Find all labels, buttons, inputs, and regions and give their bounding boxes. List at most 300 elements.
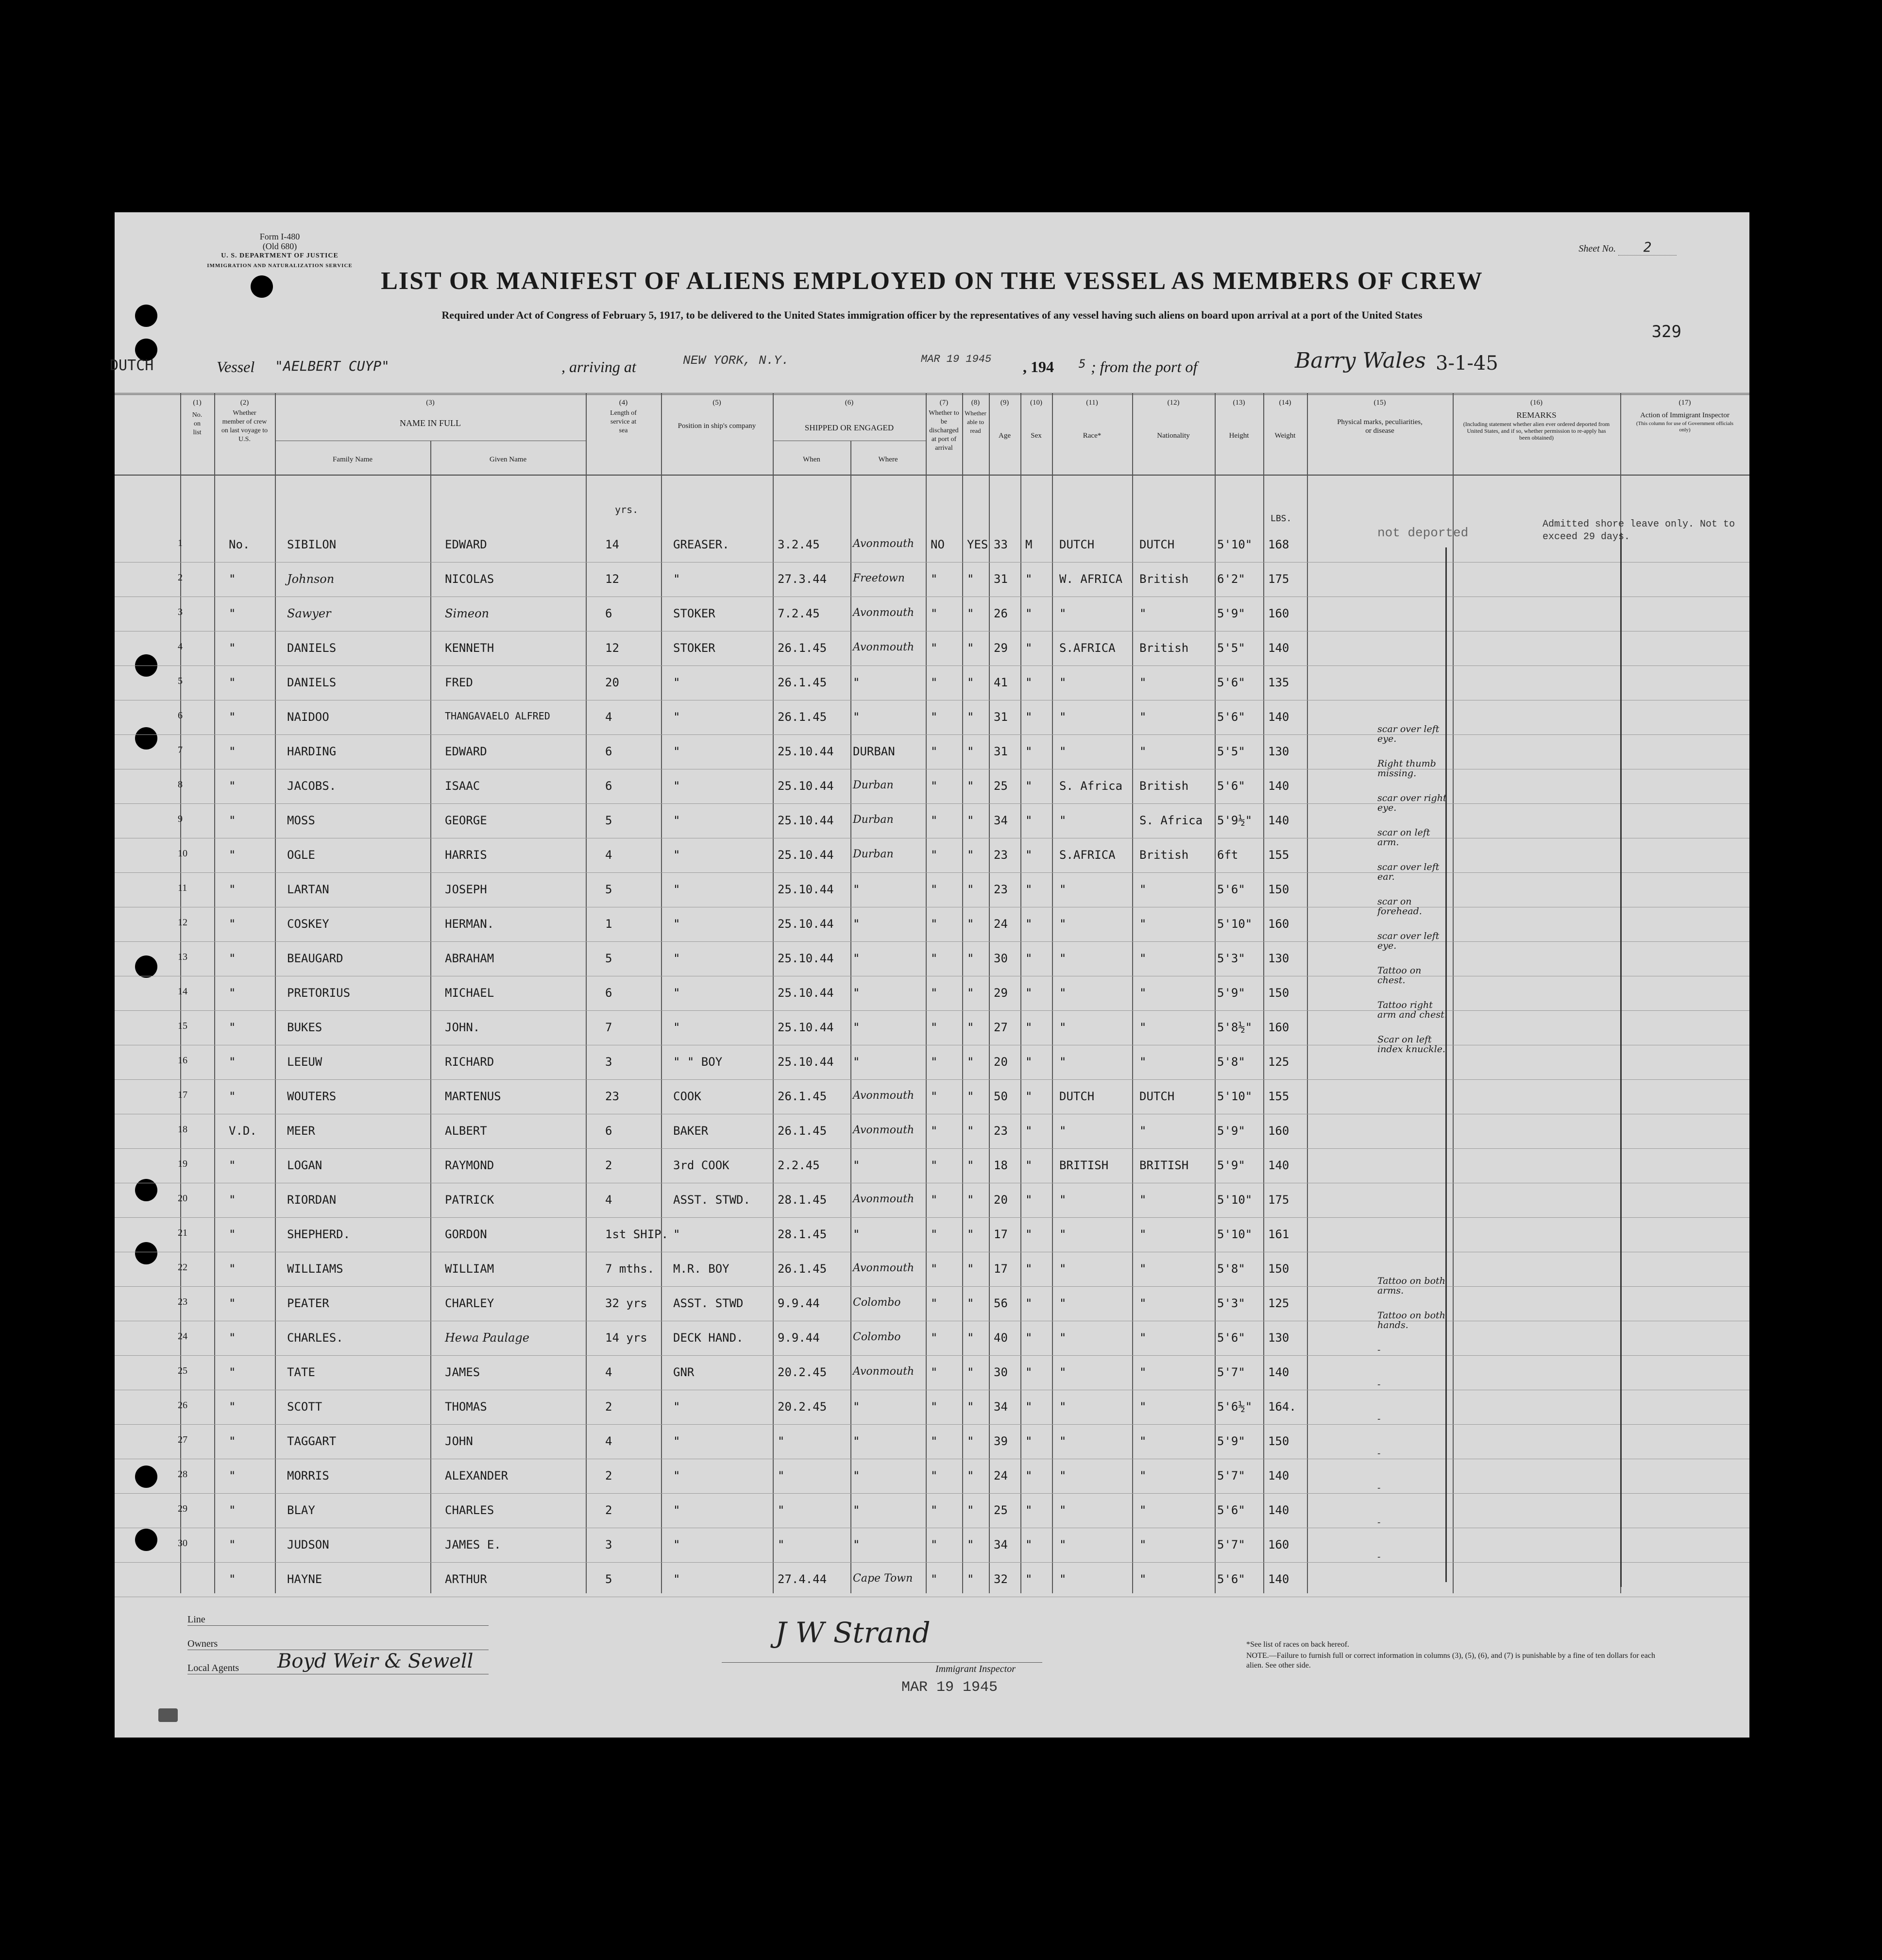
given-name: NICOLAS — [445, 572, 494, 586]
prev-voyage: " — [229, 1055, 236, 1069]
nationality: " — [1139, 710, 1147, 724]
height: 5'5" — [1217, 745, 1245, 758]
age: 33 — [994, 538, 1008, 551]
able-to-read: " — [967, 1469, 974, 1483]
able-to-read: " — [967, 1331, 974, 1345]
discharge: " — [931, 848, 938, 862]
height: 5'6" — [1217, 1503, 1245, 1517]
header-where: Where — [878, 456, 898, 463]
weight: 150 — [1268, 883, 1289, 896]
sex: " — [1025, 1400, 1033, 1414]
sex: " — [1025, 1262, 1033, 1276]
age: 56 — [994, 1296, 1008, 1310]
shipped-when: 26.1.45 — [778, 1124, 827, 1138]
table-header-bottom-border — [115, 475, 1749, 476]
table-row: 2 " Johnson NICOLAS 12 " 27.3.44 Freetown " " 31 " W. AFRICA British 6'2" 175 — [115, 562, 1749, 597]
height: 5'9" — [1217, 1434, 1245, 1448]
race: " — [1059, 1572, 1067, 1586]
race: " — [1059, 1296, 1067, 1310]
service-length: 14 yrs — [605, 1331, 647, 1345]
able-to-read: " — [967, 1090, 974, 1103]
position: " — [673, 848, 680, 862]
given-name: ALEXANDER — [445, 1469, 509, 1483]
service-length: 5 — [605, 883, 612, 896]
sex: " — [1025, 641, 1033, 655]
shipped-where: Durban — [853, 814, 894, 826]
height: 5'9" — [1217, 607, 1245, 620]
discharge: " — [931, 986, 938, 1000]
header-col-5: (5) Position in ship's company — [678, 399, 756, 430]
nationality: " — [1139, 1503, 1147, 1517]
service-unit: yrs. — [615, 504, 639, 515]
age: 29 — [994, 986, 1008, 1000]
physical-marks: - — [1377, 1414, 1381, 1424]
position: BAKER — [673, 1124, 709, 1138]
shipped-when: 28.1.45 — [778, 1227, 827, 1241]
prev-voyage: " — [229, 1090, 236, 1103]
shipped-where: " — [853, 1469, 860, 1483]
agents-signature: Boyd Weir & Sewell — [277, 1650, 474, 1672]
weight: 155 — [1268, 1090, 1289, 1103]
prev-voyage: " — [229, 986, 236, 1000]
able-to-read: " — [967, 1227, 974, 1241]
discharge: " — [931, 883, 938, 896]
prev-voyage: " — [229, 952, 236, 965]
height: 5'3" — [1217, 952, 1245, 965]
discharge: " — [931, 814, 938, 827]
service-length: 1st SHIP. — [605, 1227, 669, 1241]
sex: " — [1025, 1469, 1033, 1483]
service-length: 4 — [605, 1434, 612, 1448]
family-name: RIORDAN — [287, 1193, 337, 1207]
shipped-when: 26.1.45 — [778, 1090, 827, 1103]
position: " — [673, 745, 680, 758]
able-to-read: " — [967, 883, 974, 896]
able-to-read: " — [967, 814, 974, 827]
race: " — [1059, 1434, 1067, 1448]
age: 32 — [994, 1572, 1008, 1586]
shipped-when: 26.1.45 — [778, 676, 827, 689]
able-to-read: " — [967, 1021, 974, 1034]
given-name: EDWARD — [445, 538, 487, 551]
age: 17 — [994, 1227, 1008, 1241]
discharge: " — [931, 676, 938, 689]
given-name: THANGAVAELO ALFRED — [445, 710, 550, 722]
height: 5'7" — [1217, 1538, 1245, 1551]
prev-voyage: No. — [229, 538, 250, 551]
position: ASST. STWD — [673, 1296, 744, 1310]
age: 26 — [994, 607, 1008, 620]
prev-voyage: " — [229, 1021, 236, 1034]
nationality: " — [1139, 1434, 1147, 1448]
nationality: " — [1139, 1538, 1147, 1551]
position: " — [673, 710, 680, 724]
table-row: 19 " LOGAN RAYMOND 2 3rd COOK 2.2.45 " " " 18 " BRITISH BRITISH 5'9" 140 — [115, 1149, 1749, 1183]
sheet-label: Sheet No. — [1578, 243, 1616, 254]
given-name: GORDON — [445, 1227, 487, 1241]
shipped-when: 27.3.44 — [778, 572, 827, 586]
age: 20 — [994, 1193, 1008, 1207]
shipped-when: " — [778, 1538, 785, 1551]
header-col-17: (17) Action of Immigrant Inspector (This column for use of Government officials only) — [1636, 399, 1734, 433]
discharge: " — [931, 607, 938, 620]
physical-marks: - — [1377, 1448, 1381, 1459]
weight: 140 — [1268, 641, 1289, 655]
discharge: " — [931, 779, 938, 793]
height: 5'10" — [1217, 538, 1253, 551]
shipped-where: " — [853, 1055, 860, 1069]
physical-marks: Tattoo right arm and chest. — [1377, 1000, 1447, 1020]
prev-voyage: " — [229, 1365, 236, 1379]
position: STOKER — [673, 641, 715, 655]
shipped-when: 20.2.45 — [778, 1365, 827, 1379]
weight: 140 — [1268, 1503, 1289, 1517]
given-name: JAMES — [445, 1365, 480, 1379]
voyage-line — [110, 348, 1749, 382]
family-name: LARTAN — [287, 883, 329, 896]
given-name: Simeon — [445, 607, 489, 620]
given-name: HERMAN. — [445, 917, 494, 931]
height: 5'6" — [1217, 779, 1245, 793]
header-col-14: (14) Weight — [1274, 399, 1296, 440]
shipped-where: Durban — [853, 779, 894, 791]
sex: " — [1025, 1227, 1033, 1241]
discharge: " — [931, 1090, 938, 1103]
shipped-where: Avonmouth — [853, 641, 915, 653]
table-row: 1 No. SIBILON EDWARD 14 GREASER. 3.2.45 Avonmouth NO YES 33 M DUTCH DUTCH 5'10" 168 — [115, 528, 1749, 562]
position: " " BOY — [673, 1055, 723, 1069]
position: DECK HAND. — [673, 1331, 744, 1345]
sex: " — [1025, 1090, 1033, 1103]
manifest-subtitle: Required under Act of Congress of February 5, 1917, to be delivered to the United States immigration officer by the representatives of any vessel having such aliens on board upon arrival at a port of the United States — [441, 309, 1423, 321]
table-row: 16 " LEEUW RICHARD 3 " " BOY 25.10.44 " " " 20 " " " 5'8" 125 Scar on left index knuckle. — [115, 1045, 1749, 1080]
nationality: " — [1139, 1469, 1147, 1483]
remarks-bracket-line — [1445, 547, 1447, 1582]
from-port: Barry Wales — [1295, 348, 1426, 373]
able-to-read: " — [967, 779, 974, 793]
age: 40 — [994, 1331, 1008, 1345]
race: " — [1059, 1193, 1067, 1207]
service-length: 20 — [605, 676, 619, 689]
given-name: MARTENUS — [445, 1090, 501, 1103]
family-name: CHARLES. — [287, 1331, 343, 1345]
discharge: " — [931, 952, 938, 965]
able-to-read: " — [967, 1572, 974, 1586]
shipped-where: " — [853, 710, 860, 724]
weight: 140 — [1268, 814, 1289, 827]
prev-voyage: " — [229, 779, 236, 793]
given-name: CHARLES — [445, 1503, 494, 1517]
height: 5'7" — [1217, 1469, 1245, 1483]
nationality: " — [1139, 1193, 1147, 1207]
prev-voyage: " — [229, 676, 236, 689]
table-row: 12 " COSKEY HERMAN. 1 " 25.10.44 " " " 24 " " " 5'10" 160 scar on forehead. — [115, 907, 1749, 942]
given-name: WILLIAM — [445, 1262, 494, 1276]
discharge: NO — [931, 538, 945, 551]
family-name: DANIELS — [287, 641, 337, 655]
table-row: 22 " WILLIAMS WILLIAM 7 mths. M.R. BOY 26.1.45 Avonmouth " " 17 " " " 5'8" 150 — [115, 1252, 1749, 1287]
shipped-when: 26.1.45 — [778, 710, 827, 724]
footer-owners-label: Owners — [187, 1638, 489, 1650]
position: GNR — [673, 1365, 695, 1379]
prev-voyage: " — [229, 745, 236, 758]
family-name: TATE — [287, 1365, 315, 1379]
able-to-read: " — [967, 1159, 974, 1172]
weight: 150 — [1268, 986, 1289, 1000]
age: 31 — [994, 572, 1008, 586]
height: 5'10" — [1217, 1193, 1253, 1207]
service-length: 5 — [605, 1572, 612, 1586]
shipped-where: " — [853, 883, 860, 896]
service-length: 2 — [605, 1469, 612, 1483]
weight: 160 — [1268, 917, 1289, 931]
service-length: 6 — [605, 607, 612, 620]
sex: " — [1025, 1193, 1033, 1207]
action-bracket-line — [1620, 533, 1622, 1587]
age: 30 — [994, 952, 1008, 965]
service-name: IMMIGRATION AND NATURALIZATION SERVICE — [207, 263, 353, 269]
service-length: 2 — [605, 1400, 612, 1414]
race: " — [1059, 1400, 1067, 1414]
able-to-read: " — [967, 676, 974, 689]
age: 24 — [994, 917, 1008, 931]
form-number: Form I-480 — [259, 232, 300, 241]
able-to-read: " — [967, 1193, 974, 1207]
header-col-3: (3) NAME IN FULL — [400, 399, 461, 428]
weight: 130 — [1268, 1331, 1289, 1345]
race: " — [1059, 883, 1067, 896]
weight: 135 — [1268, 676, 1289, 689]
given-name: THOMAS — [445, 1400, 487, 1414]
sheet-number — [1578, 239, 1677, 256]
able-to-read: " — [967, 641, 974, 655]
prev-voyage: " — [229, 1400, 236, 1414]
race: BRITISH — [1059, 1159, 1109, 1172]
family-name: BUKES — [287, 1021, 322, 1034]
prev-voyage: " — [229, 607, 236, 620]
nationality: " — [1139, 1124, 1147, 1138]
age: 39 — [994, 1434, 1008, 1448]
position: 3rd COOK — [673, 1159, 729, 1172]
nationality: British — [1139, 779, 1189, 793]
nationality: " — [1139, 1021, 1147, 1034]
service-length: 6 — [605, 745, 612, 758]
sex: " — [1025, 1434, 1033, 1448]
department-name: U. S. DEPARTMENT OF JUSTICE — [221, 252, 339, 259]
shipped-where: " — [853, 1021, 860, 1034]
given-name: PATRICK — [445, 1193, 494, 1207]
service-length: 3 — [605, 1055, 612, 1069]
service-length: 4 — [605, 710, 612, 724]
discharge: " — [931, 1124, 938, 1138]
header-col-12: (12) Nationality — [1157, 399, 1190, 440]
height: 5'9½" — [1217, 814, 1253, 827]
race: " — [1059, 1538, 1067, 1551]
discharge: " — [931, 1538, 938, 1551]
nationality: " — [1139, 1400, 1147, 1414]
position: " — [673, 676, 680, 689]
shipped-when: 27.4.44 — [778, 1572, 827, 1586]
discharge: " — [931, 710, 938, 724]
weight: 160 — [1268, 607, 1289, 620]
table-row: 27 " TAGGART JOHN 4 " " " " " 39 " " " 5'9" 150 - — [115, 1425, 1749, 1459]
able-to-read: " — [967, 710, 974, 724]
height: 5'3" — [1217, 1296, 1245, 1310]
sex: " — [1025, 986, 1033, 1000]
header-col-8: (8) Whether able to read — [965, 399, 986, 434]
weight: 160 — [1268, 1021, 1289, 1034]
given-name: Hewa Paulage — [445, 1331, 529, 1345]
table-row: 23 " PEATER CHARLEY 32 yrs ASST. STWD 9.9.44 Colombo " " 56 " " " 5'3" 125 Tattoo on both arms. — [115, 1287, 1749, 1321]
position: " — [673, 1227, 680, 1241]
given-name: HARRIS — [445, 848, 487, 862]
height: 5'10" — [1217, 1227, 1253, 1241]
able-to-read: " — [967, 1262, 974, 1276]
race: " — [1059, 676, 1067, 689]
physical-marks: - — [1377, 1551, 1381, 1562]
discharge: " — [931, 641, 938, 655]
position: COOK — [673, 1090, 701, 1103]
race: " — [1059, 917, 1067, 931]
service-length: 4 — [605, 848, 612, 862]
race: " — [1059, 1124, 1067, 1138]
shipped-when: 25.10.44 — [778, 1055, 834, 1069]
race: " — [1059, 1503, 1067, 1517]
family-name: SCOTT — [287, 1400, 322, 1414]
given-name: ISAAC — [445, 779, 480, 793]
inspector-label: Immigrant Inspector — [935, 1664, 1016, 1674]
physical-marks: - — [1377, 1517, 1381, 1528]
table-row: 3 " Sawyer Simeon 6 STOKER 7.2.45 Avonmouth " " 26 " " " 5'9" 160 — [115, 597, 1749, 631]
able-to-read: " — [967, 1124, 974, 1138]
shipped-when: " — [778, 1503, 785, 1517]
nationality: British — [1139, 848, 1189, 862]
family-name: PRETORIUS — [287, 986, 351, 1000]
weight: 168 — [1268, 538, 1289, 551]
shipped-when: 9.9.44 — [778, 1296, 820, 1310]
shipped-where: " — [853, 1434, 860, 1448]
height: 5'6" — [1217, 883, 1245, 896]
prev-voyage: " — [229, 1538, 236, 1551]
nationality: " — [1139, 745, 1147, 758]
prev-voyage: " — [229, 710, 236, 724]
weight: 140 — [1268, 1159, 1289, 1172]
arrival-date: MAR 19 1945 — [921, 353, 992, 365]
sex: " — [1025, 572, 1033, 586]
nationality: DUTCH — [1139, 538, 1175, 551]
race: " — [1059, 607, 1067, 620]
discharge: " — [931, 1193, 938, 1207]
table-row: 8 " JACOBS. ISAAC 6 " 25.10.44 Durban " " 25 " S. Africa British 5'6" 140 Right thumb missing. — [115, 769, 1749, 804]
shipped-when: 25.10.44 — [778, 848, 834, 862]
height: 5'7" — [1217, 1365, 1245, 1379]
family-name: MORRIS — [287, 1469, 329, 1483]
shipped-where: Colombo — [853, 1331, 901, 1343]
given-name: JOSEPH — [445, 883, 487, 896]
weight: 175 — [1268, 1193, 1289, 1207]
shipped-when: 25.10.44 — [778, 986, 834, 1000]
table-row: 13 " BEAUGARD ABRAHAM 5 " 25.10.44 " " " 30 " " " 5'3" 130 scar over left eye. — [115, 942, 1749, 976]
age: 31 — [994, 745, 1008, 758]
header-col-11: (11) Race* — [1083, 399, 1102, 440]
sex: " — [1025, 1331, 1033, 1345]
able-to-read: " — [967, 1538, 974, 1551]
sex: " — [1025, 1538, 1033, 1551]
family-name: Sawyer — [287, 607, 331, 620]
family-name: HARDING — [287, 745, 337, 758]
shipped-where: Avonmouth — [853, 1193, 915, 1205]
sex: " — [1025, 1055, 1033, 1069]
discharge: " — [931, 1159, 938, 1172]
service-length: 7 mths. — [605, 1262, 655, 1276]
position: " — [673, 814, 680, 827]
height: 5'5" — [1217, 641, 1245, 655]
family-name: MEER — [287, 1124, 315, 1138]
race: W. AFRICA — [1059, 572, 1123, 586]
able-to-read: " — [967, 986, 974, 1000]
vessel-label: Vessel — [217, 358, 255, 375]
arrival-port: NEW YORK, N.Y. — [683, 353, 789, 368]
prev-voyage: " — [229, 1193, 236, 1207]
nationality: " — [1139, 676, 1147, 689]
weight: 161 — [1268, 1227, 1289, 1241]
service-length: 6 — [605, 986, 612, 1000]
service-length: 2 — [605, 1159, 612, 1172]
sex: M — [1025, 538, 1033, 551]
weight: 140 — [1268, 1365, 1289, 1379]
from-port-label: ; from the port of — [1091, 358, 1198, 375]
age: 25 — [994, 1503, 1008, 1517]
physical-marks: - — [1377, 1345, 1381, 1355]
weight: 140 — [1268, 1469, 1289, 1483]
nationality: " — [1139, 607, 1147, 620]
height: 5'8" — [1217, 1055, 1245, 1069]
position: M.R. BOY — [673, 1262, 729, 1276]
nationality: " — [1139, 1331, 1147, 1345]
service-length: 14 — [605, 538, 619, 551]
shipped-when: 25.10.44 — [778, 745, 834, 758]
height: 5'9" — [1217, 986, 1245, 1000]
sex: " — [1025, 676, 1033, 689]
age: 20 — [994, 1055, 1008, 1069]
old-form-number: (Old 680) — [262, 241, 297, 251]
weight: 164. — [1268, 1400, 1296, 1414]
height: 5'10" — [1217, 1090, 1253, 1103]
prev-voyage: " — [229, 1503, 236, 1517]
given-name: GEORGE — [445, 814, 487, 827]
sex: " — [1025, 1572, 1033, 1586]
race: " — [1059, 710, 1067, 724]
manifest-title: LIST OR MANIFEST OF ALIENS EMPLOYED ON THE VESSEL AS MEMBERS OF CREW — [381, 267, 1483, 295]
service-length: 12 — [605, 572, 619, 586]
shipped-when: 3.2.45 — [778, 538, 820, 551]
discharge: " — [931, 1434, 938, 1448]
shipped-where: " — [853, 1227, 860, 1241]
year-label: , 194 — [1023, 358, 1054, 375]
able-to-read: " — [967, 1400, 974, 1414]
given-name: JOHN — [445, 1434, 473, 1448]
discharge: " — [931, 1400, 938, 1414]
physical-marks: scar on forehead. — [1377, 896, 1422, 917]
position: " — [673, 917, 680, 931]
weight: 125 — [1268, 1055, 1289, 1069]
race: DUTCH — [1059, 1090, 1095, 1103]
table-row: 6 " NAIDOO THANGAVAELO ALFRED 4 " 26.1.45 " " " 31 " " " 5'6" 140 — [115, 700, 1749, 735]
table-row: 21 " SHEPHERD. GORDON 1st SHIP. " 28.1.45 " " " 17 " " " 5'10" 161 — [115, 1218, 1749, 1252]
age: 17 — [994, 1262, 1008, 1276]
sheet-value: 2 — [1618, 239, 1677, 256]
table-row: 10 " OGLE HARRIS 4 " 25.10.44 Durban " " 23 " S.AFRICA British 6ft 155 scar on left arm. — [115, 838, 1749, 873]
